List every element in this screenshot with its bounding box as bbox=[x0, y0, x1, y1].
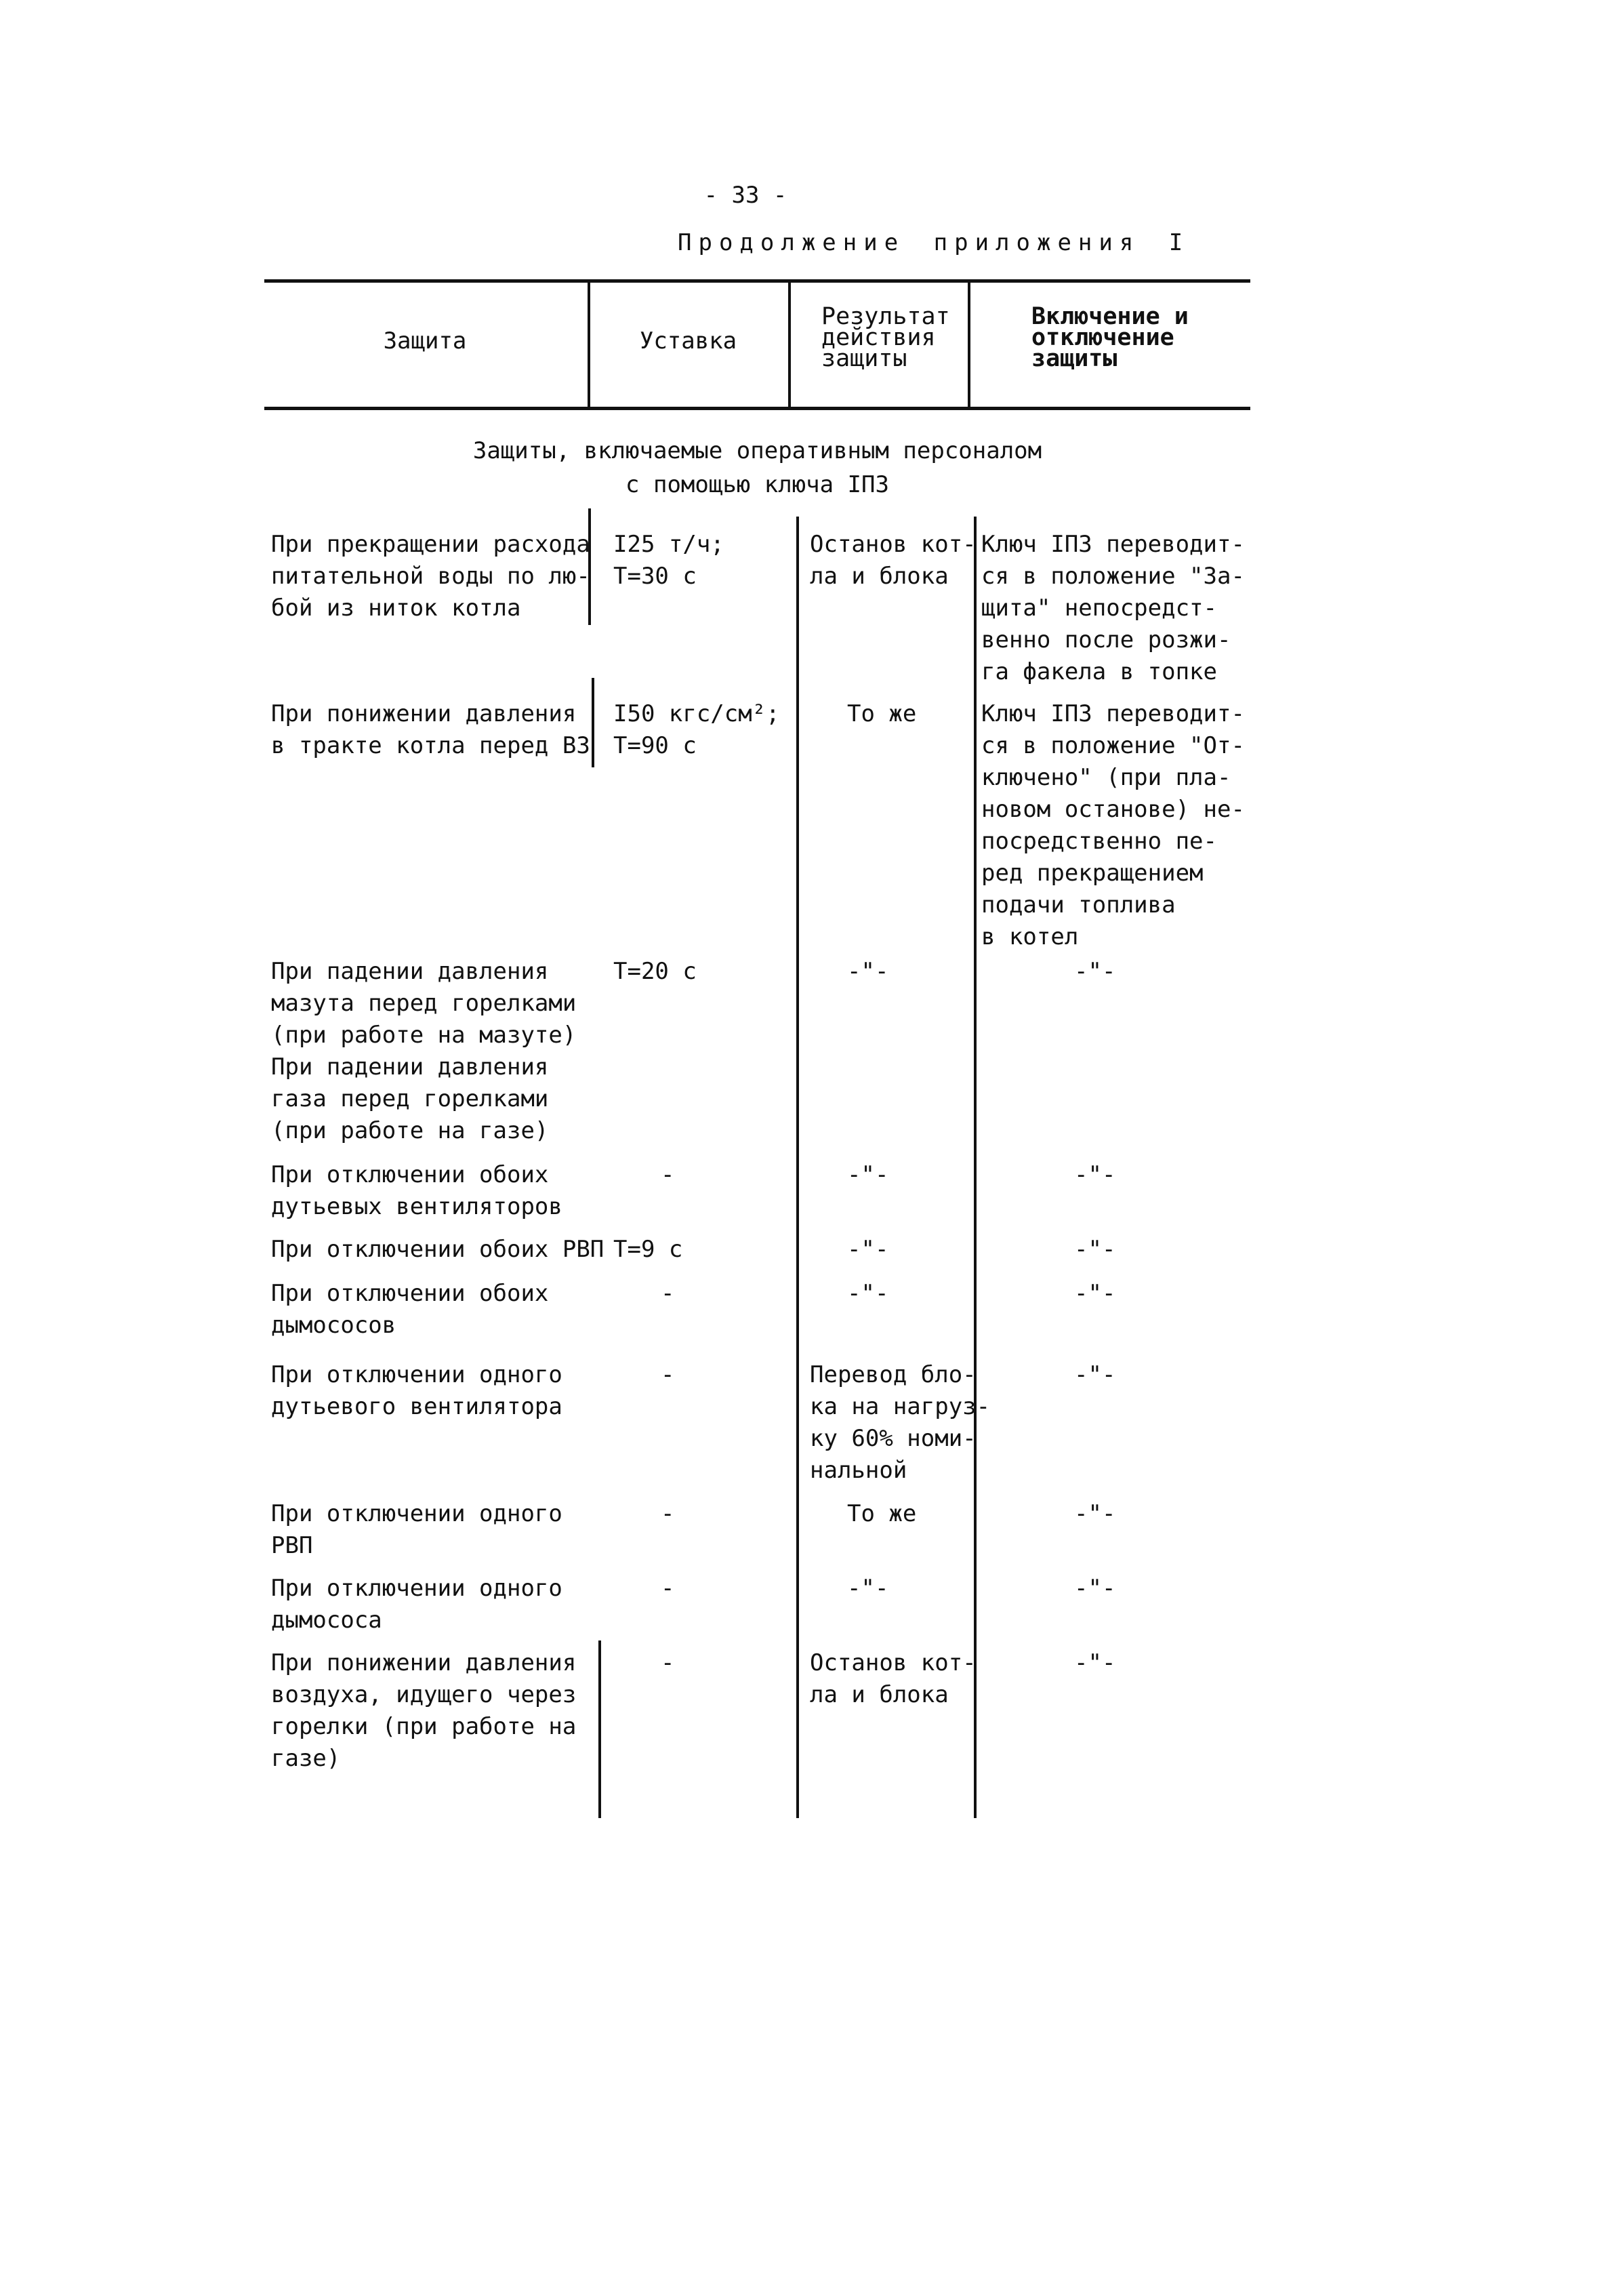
page-number: - 33 - bbox=[703, 182, 787, 209]
row-10-setting: - bbox=[661, 1649, 675, 1676]
rule-setting-3 bbox=[598, 1640, 601, 1818]
header-protection: Защита bbox=[383, 327, 467, 355]
row-10-switching: -"- bbox=[1074, 1649, 1116, 1676]
header-switching: Включение и отключение защиты bbox=[1031, 303, 1189, 372]
row-4-protection: При отключении обоих дутьевых вентиляторов bbox=[271, 1161, 562, 1220]
row-1-protection: При прекращении расхода питательной воды по лю- бой из ниток котла bbox=[271, 531, 590, 622]
row-3-protection: При падении давления мазута перед горелками (при работе на мазуте) При падении давления газа перед горелками (при работе на газе) bbox=[271, 958, 577, 1144]
row-8-setting: - bbox=[661, 1500, 675, 1527]
row-6-setting: - bbox=[661, 1280, 675, 1307]
row-3-switching: -"- bbox=[1074, 958, 1116, 985]
section-title: Защиты, включаемые оперативным персоналом с помощью ключа IПЗ bbox=[472, 437, 1042, 498]
row-6-switching: -"- bbox=[1074, 1280, 1116, 1307]
row-10-protection: При понижении давления воздуха, идущего через горелки (при работе на газе) bbox=[271, 1649, 577, 1772]
row-8-result: То же bbox=[847, 1500, 917, 1527]
row-7-switching: -"- bbox=[1074, 1361, 1116, 1388]
header-setting: Уставка bbox=[639, 327, 737, 355]
row-5-protection: При отключении обоих РВП bbox=[271, 1236, 604, 1263]
row-4-switching: -"- bbox=[1074, 1161, 1116, 1188]
rule-switching bbox=[974, 517, 977, 1818]
row-6-result: -"- bbox=[847, 1280, 889, 1307]
row-8-switching: -"- bbox=[1074, 1500, 1116, 1527]
row-2-protection: При понижении давления в тракте котла перед ВЗ bbox=[271, 700, 590, 759]
header-divider-1 bbox=[588, 281, 590, 408]
row-8-protection: При отключении одного РВП bbox=[271, 1500, 562, 1559]
row-3-setting: Т=20 с bbox=[613, 958, 697, 985]
row-6-protection: При отключении обоих дымососов bbox=[271, 1280, 549, 1339]
row-1-setting: I25 т/ч; Т=30 с bbox=[613, 531, 724, 590]
row-9-result: -"- bbox=[847, 1575, 889, 1602]
row-7-protection: При отключении одного дутьевого вентилятора bbox=[271, 1361, 562, 1420]
header-divider-3 bbox=[968, 281, 970, 408]
row-2-result: То же bbox=[847, 700, 917, 727]
row-5-switching: -"- bbox=[1074, 1236, 1116, 1263]
row-9-switching: -"- bbox=[1074, 1575, 1116, 1602]
table-top-rule bbox=[264, 279, 1250, 283]
header-bottom-rule bbox=[264, 407, 1250, 410]
row-9-setting: - bbox=[661, 1575, 675, 1602]
row-4-setting: - bbox=[661, 1161, 675, 1188]
row-7-setting: - bbox=[661, 1361, 675, 1388]
rule-setting-2 bbox=[592, 678, 594, 767]
row-4-result: -"- bbox=[847, 1161, 889, 1188]
row-10-result: Останов кот- ла и блока bbox=[810, 1649, 977, 1708]
row-9-protection: При отключении одного дымососа bbox=[271, 1575, 562, 1634]
row-5-setting: Т=9 с bbox=[613, 1236, 683, 1263]
row-7-result: Перевод бло- ка на нагруз- ку 60% номи- нальной bbox=[810, 1361, 991, 1484]
header-divider-2 bbox=[788, 281, 791, 408]
row-3-result: -"- bbox=[847, 958, 889, 985]
row-1-result: Останов кот- ла и блока bbox=[810, 531, 977, 590]
row-2-switching: Ключ IПЗ переводит- ся в положение "От- ключено" (при пла- новом останове) не- посредственно пе- ред прекращением подачи топлива в котел bbox=[981, 700, 1245, 950]
rule-result bbox=[796, 517, 799, 1818]
row-2-setting: I50 кгс/см²; Т=90 с bbox=[613, 700, 780, 759]
continuation-note: Продолжение приложения I bbox=[678, 229, 1190, 256]
row-5-result: -"- bbox=[847, 1236, 889, 1263]
header-result: Результат действия защиты bbox=[821, 303, 950, 372]
row-1-switching: Ключ IПЗ переводит- ся в положение "За- щита" непосредст- венно после розжи- га факела в топке bbox=[981, 531, 1245, 685]
